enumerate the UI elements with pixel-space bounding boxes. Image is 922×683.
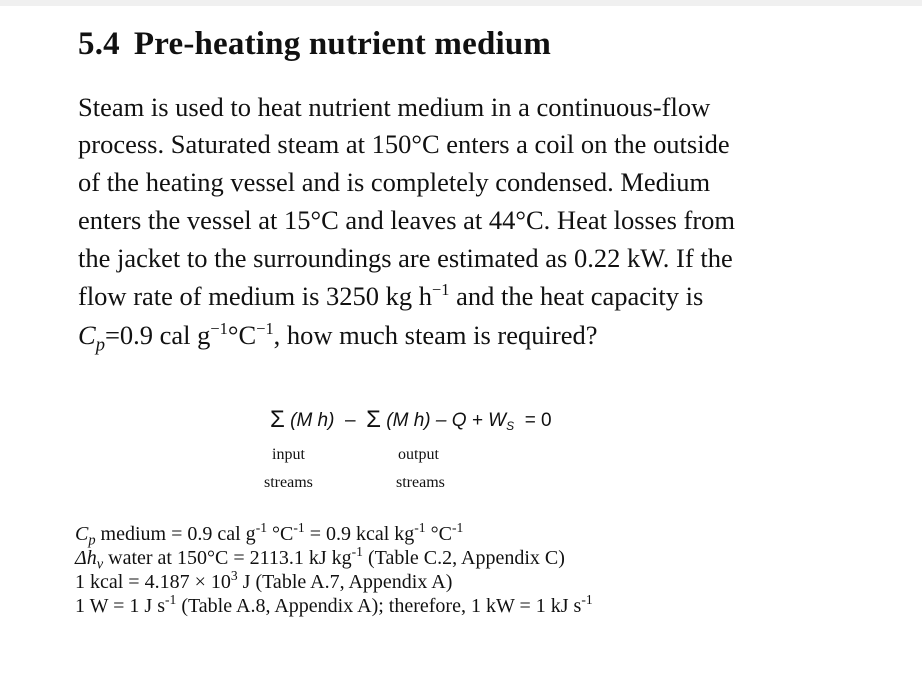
data-line-latent-b: (Table C.2, Appendix C)	[362, 547, 565, 569]
section-heading	[78, 26, 551, 63]
data-line-kcal-s: 3	[230, 567, 238, 583]
eq-rest: – Q + W	[435, 410, 507, 431]
input-streams-label: streams	[264, 474, 313, 491]
cp-symbol: C	[78, 320, 96, 350]
data-line-watt-s2: -1	[581, 591, 593, 607]
data-line-watt-s1: -1	[165, 591, 177, 607]
problem-line-7-sup2: −1	[256, 318, 274, 338]
problem-line-7-sup1: −1	[210, 318, 228, 338]
section-number: 5.4	[78, 26, 120, 62]
data-line-cp-c: = 0.9 kcal kg	[304, 523, 415, 545]
problem-line-7-c: , how much steam is required?	[273, 320, 598, 350]
sigma-output: Σ	[366, 406, 381, 433]
problem-line-2: process. Saturated steam at 150°C enters a coil on the outside	[78, 129, 730, 159]
problem-line-6-b: and the heat capacity is	[449, 281, 704, 311]
data-line-cp-d: °C	[425, 523, 452, 545]
data-line-cp-s4: -1	[451, 519, 464, 535]
problem-line-4: enters the vessel at 15°C and leaves at 44°C. Heat losses from	[78, 205, 736, 235]
data-line-kcal	[75, 567, 453, 593]
data-cp-symbol: C	[75, 523, 89, 545]
problem-line-1: Steam is used to heat nutrient medium in a continuous-flow	[78, 92, 711, 122]
output-streams-label: streams	[396, 474, 445, 491]
problem-line-6-sup: −1	[432, 279, 450, 299]
data-line-latent-s: -1	[351, 543, 363, 559]
top-strip	[0, 0, 922, 6]
problem-line-5: the jacket to the surroundings are estimated as 0.22 kW. If the	[78, 243, 733, 273]
data-line-watt-a: 1 W = 1 J s	[75, 595, 165, 617]
section-title: Pre-heating nutrient medium	[133, 26, 552, 62]
problem-line-7-b: °C	[227, 320, 257, 350]
data-line-cp	[75, 519, 464, 549]
eq-ws-subscript: S	[506, 419, 515, 433]
data-line-cp-b: °C	[267, 523, 294, 545]
data-line-cp-s2: -1	[293, 519, 305, 535]
data-line-watt-b: (Table A.8, Appendix A); therefore, 1 kW = 1 kJ s	[176, 595, 582, 617]
problem-line-3: of the heating vessel and is completely condensed. Medium	[78, 167, 711, 197]
problem-line-7-a: =0.9 cal g	[104, 320, 211, 350]
data-line-latent-heat	[75, 543, 565, 573]
eq-term-input: (M h)	[290, 410, 335, 431]
cp-subscript: p	[95, 334, 105, 356]
problem-line-6	[78, 279, 704, 311]
data-line-cp-a: medium = 0.9 cal g	[95, 523, 256, 545]
data-cp-subscript: p	[88, 532, 96, 549]
data-line-kcal-a: 1 kcal = 4.187 × 10	[75, 571, 231, 593]
data-dh-symbol: Δh	[75, 547, 97, 569]
data-dh-subscript: v	[96, 556, 104, 573]
data-line-cp-s3: -1	[414, 519, 426, 535]
energy-balance-equation	[270, 406, 552, 434]
sigma-input: Σ	[270, 406, 285, 433]
data-line-latent-a: water at 150°C = 2113.1 kJ kg	[103, 547, 352, 569]
problem-line-6-a: flow rate of medium is 3250 kg h	[78, 281, 433, 311]
data-line-cp-s1: -1	[255, 519, 268, 535]
eq-minus: –	[345, 410, 356, 431]
eq-equals-zero: = 0	[524, 410, 552, 431]
eq-term-output: (M h)	[386, 410, 431, 431]
data-line-watt	[75, 591, 593, 617]
input-label: input	[272, 446, 305, 463]
problem-line-7	[78, 318, 598, 356]
data-line-kcal-b: J (Table A.7, Appendix A)	[237, 571, 453, 593]
output-label: output	[398, 446, 439, 463]
